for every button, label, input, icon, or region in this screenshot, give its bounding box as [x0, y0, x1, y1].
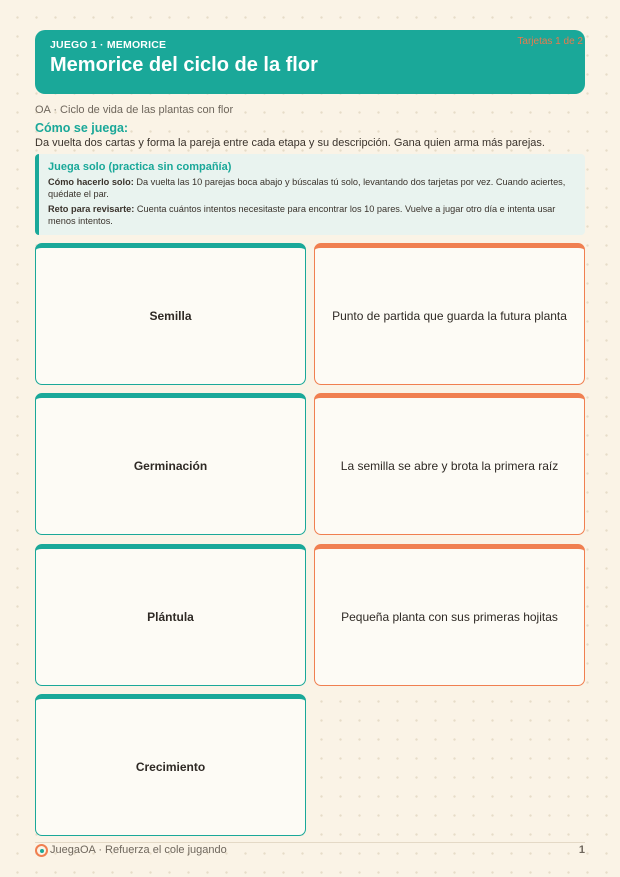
header-banner: [35, 30, 585, 94]
page-title: Memorice del ciclo de la flor: [50, 54, 318, 76]
solo-challenge-line: [48, 203, 575, 227]
objective-label: OA · Ciclo de vida de las plantas con flor: [35, 104, 234, 116]
card-description[interactable]: Punto de partida que guarda la futura planta: [314, 243, 585, 385]
solo-play-box: [35, 154, 585, 235]
howto-title: Cómo se juega:: [35, 121, 129, 135]
card-description[interactable]: La semilla se abre y brota la primera raíz: [314, 393, 585, 535]
card-term[interactable]: Crecimiento: [35, 694, 306, 836]
solo-challenge-label: Reto para revisarte:: [48, 204, 135, 214]
solo-how-text: Da vuelta las 10 parejas boca abajo y búscalas tú solo, levantando dos tarjetas por vez. Cuando aciertes, quédate el par.: [48, 177, 566, 199]
page-tag: Tarjetas 1 de 2: [517, 36, 583, 47]
solo-challenge-text: Cuenta cuántos intentos necesitaste para encontrar los 10 pares. Vuelve a jugar otro día e intenta usar menos intentos.: [48, 204, 556, 226]
card-description[interactable]: Pequeña planta con sus primeras hojitas: [314, 544, 585, 686]
card-term[interactable]: Semilla: [35, 243, 306, 385]
footer-brand: JuegaOA · Refuerza el cole jugando: [50, 844, 227, 856]
solo-title: Juega solo (practica sin compañía): [48, 161, 232, 173]
footer-divider: [35, 842, 585, 843]
page-number: 1: [578, 844, 585, 856]
brand-logo-icon: [35, 844, 48, 857]
howto-text: Da vuelta dos cartas y forma la pareja entre cada etapa y su descripción. Gana quien arma más parejas.: [35, 137, 545, 149]
card-term[interactable]: Germinación: [35, 393, 306, 535]
card-term[interactable]: Plántula: [35, 544, 306, 686]
game-kicker: JUEGO 1 · MEMORICE: [50, 39, 167, 51]
solo-how-line: [48, 176, 575, 200]
solo-how-label: Cómo hacerlo solo:: [48, 177, 134, 187]
